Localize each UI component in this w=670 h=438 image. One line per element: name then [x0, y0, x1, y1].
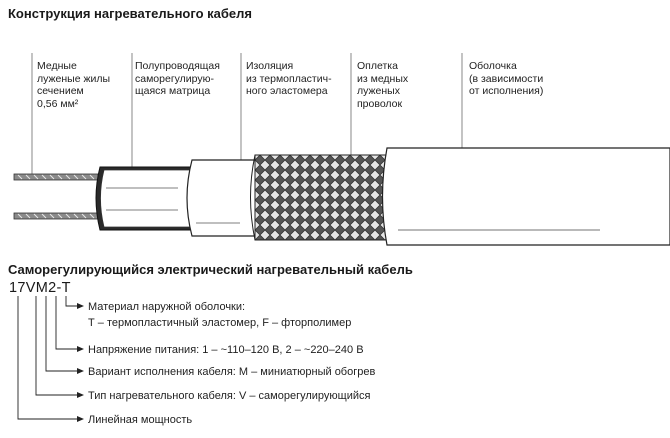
label-insulation: Изоляция из термопластич- ного эластомера: [246, 60, 332, 97]
legend-cable-type: Тип нагревательного кабеля: V – саморегулирующийся: [88, 390, 371, 402]
label-braid: Оплетка из медных луженых проволок: [357, 60, 409, 110]
braid-layer: [251, 155, 396, 240]
cable-type-title: Саморегулирующийся электрический нагревательный кабель: [8, 262, 413, 277]
label-copper-conductors: Медные луженые жилы сечением 0,56 мм²: [37, 60, 111, 110]
label-jacket: Оболочка (в зависимости от исполнения): [469, 60, 544, 97]
outer-jacket: [383, 148, 670, 245]
legend-jacket-material: Материал наружной оболочки:: [88, 301, 246, 313]
model-bracket-arrows: [77, 303, 84, 422]
legend-variant: Вариант исполнения кабеля: M – миниатюрный обогрев: [88, 366, 376, 378]
semiconductive-matrix: [96, 167, 200, 230]
construction-title: Конструкция нагревательного кабеля: [8, 6, 253, 21]
copper-conductors: [14, 174, 98, 219]
model-bracket-lines: [18, 296, 78, 419]
legend-jacket-options: Т – термопластичный эластомер, F – фторполимер: [88, 317, 352, 329]
model-code: 17VM2-T: [9, 280, 71, 296]
insulation-layer: [187, 160, 265, 236]
legend-linear-power: Линейная мощность: [88, 414, 193, 426]
legend-voltage: Напряжение питания: 1 – ~110–120 В, 2 – ~220–240 В: [88, 344, 364, 356]
label-semiconductive-matrix: Полупроводящая саморегулирую- щаяся матрица: [135, 60, 220, 97]
